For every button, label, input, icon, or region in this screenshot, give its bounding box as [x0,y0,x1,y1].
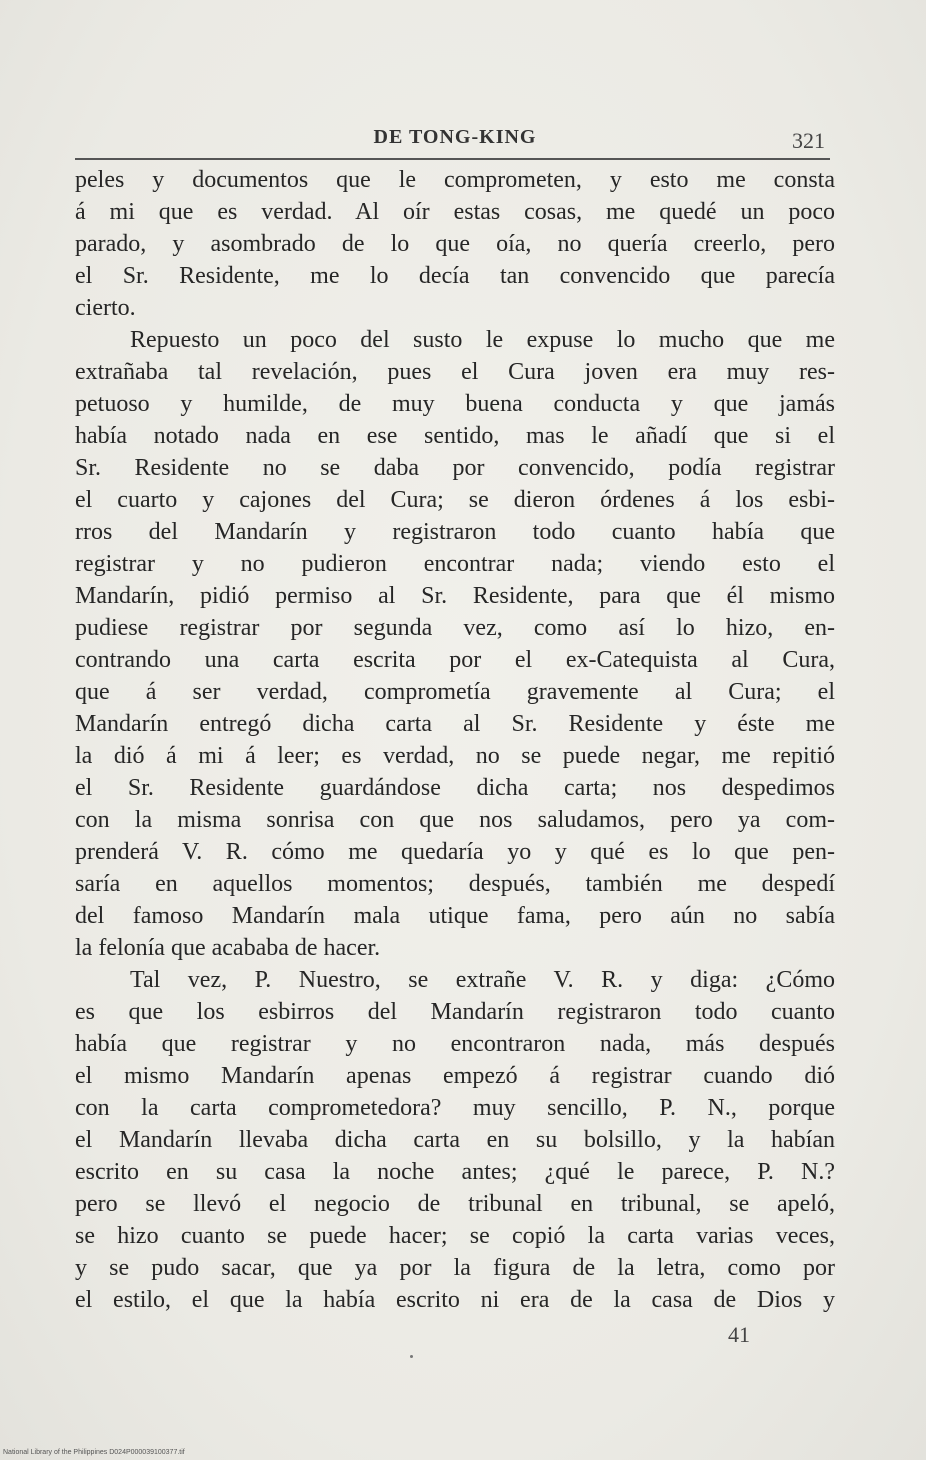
text-line: Repuesto un poco del susto le expuse lo mucho que me [130,327,835,353]
text-line: había notado nada en ese sentido, mas le añadí que si el [75,423,835,449]
text-line: la dió á mi á leer; es verdad, no se puede negar, me repitió [75,743,835,769]
text-line: el Sr. Residente guardándose dicha carta; nos despedimos [75,775,835,801]
running-title: DE TONG-KING [373,126,537,148]
text-line: prenderá V. R. cómo me quedaría yo y qué es lo que pen- [75,839,835,865]
text-line: el Mandarín llevaba dicha carta en su bolsillo, y la habían [75,1127,835,1153]
text-line: el cuarto y cajones del Cura; se dieron órdenes á los esbi- [75,487,835,513]
text-line: á mi que es verdad. Al oír estas cosas, me quedé un poco [75,199,835,225]
text-line: el Sr. Residente, me lo decía tan convencido que parecía [75,263,835,289]
text-line: y se pudo sacar, que ya por la figura de la letra, como por [75,1255,835,1281]
text-line: Mandarín entregó dicha carta al Sr. Residente y éste me [75,711,835,737]
text-line: parado, y asombrado de lo que oía, no quería creerlo, pero [75,231,835,257]
text-line: pudiese registrar por segunda vez, como así lo hizo, en- [75,615,835,641]
text-line: Mandarín, pidió permiso al Sr. Residente, para que él mismo [75,583,835,609]
text-line: contrando una carta escrita por el ex-Catequista al Cura, [75,647,835,673]
print-speck [410,1355,413,1358]
text-line: del famoso Mandarín mala utique fama, pero aún no sabía [75,903,835,929]
signature-mark: 41 [728,1322,750,1347]
text-line: el estilo, el que la había escrito ni era de la casa de Dios y [75,1287,835,1313]
text-line: es que los esbirros del Mandarín registraron todo cuanto [75,999,835,1025]
text-line: pero se llevó el negocio de tribunal en tribunal, se apeló, [75,1191,835,1217]
text-line: peles y documentos que le comprometen, y esto me consta [75,167,835,193]
header-rule [75,158,830,160]
text-line: había que registrar y no encontraron nada, más después [75,1031,835,1057]
body-text [75,164,835,1316]
text-line: con la carta comprometedora? muy sencillo, P. N., porque [75,1095,835,1121]
text-line: con la misma sonrisa con que nos saludamos, pero ya com- [75,807,835,833]
text-line: se hizo cuanto se puede hacer; se copió la carta varias veces, [75,1223,835,1249]
text-line: el mismo Mandarín apenas empezó á registrar cuando dió [75,1063,835,1089]
text-line: rros del Mandarín y registraron todo cuanto había que [75,519,835,545]
text-line: escrito en su casa la noche antes; ¿qué le parece, P. N.? [75,1159,835,1185]
text-line: la felonía que acababa de hacer. [75,935,381,961]
text-line: petuoso y humilde, de muy buena conducta y que jamás [75,391,835,417]
text-line: extrañaba tal revelación, pues el Cura joven era muy res- [75,359,835,385]
text-line: registrar y no pudieron encontrar nada; viendo esto el [75,551,835,577]
text-line: Sr. Residente no se daba por convencido, podía registrar [75,455,835,481]
text-line: saría en aquellos momentos; después, también me despedí [75,871,835,897]
text-line: que á ser verdad, comprometía gravemente al Cura; el [75,679,835,705]
running-head [75,118,835,158]
page-number: 321 [792,128,825,153]
text-line: Tal vez, P. Nuestro, se extrañe V. R. y diga: ¿Cómo [130,967,835,993]
scan-footer: National Library of the Philippines D024P000039100377.tif [3,1449,185,1456]
text-line: cierto. [75,295,136,321]
